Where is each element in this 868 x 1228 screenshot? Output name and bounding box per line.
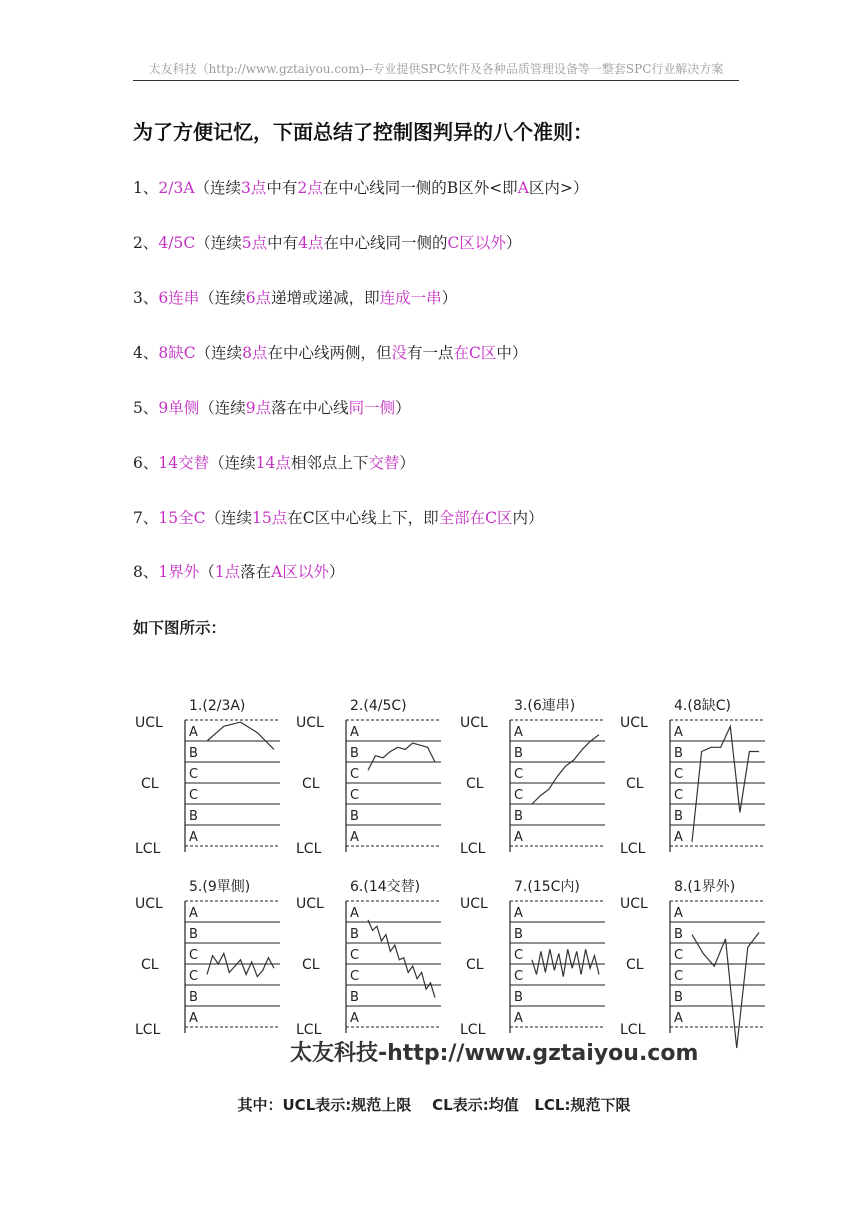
rule-7 [133,506,543,528]
zone-label: A [514,906,523,921]
zone-label: A [189,1011,198,1026]
ucl-label: UCL [620,715,648,731]
cl-label: CL [141,776,159,792]
zone-label: C [189,969,199,984]
rule-highlight: 4/5C [158,234,196,252]
zone-label: C [350,788,360,803]
data-series-line [692,933,759,1049]
lcl-label: LCL [620,1022,646,1038]
zone-label: C [514,969,524,984]
rule-highlight: 交替 [368,454,400,472]
cl-label: CL [466,957,484,973]
lcl-label: LCL [296,841,322,857]
zone-label: B [674,990,683,1005]
zone-label: C [674,788,684,803]
rule-text: 3、 [133,289,159,307]
rule-6 [133,451,415,473]
rule-text: （连续 [199,399,246,417]
zone-label: B [350,809,359,824]
rule-highlight: 15全C [158,509,206,527]
zone-label: A [189,725,198,740]
rule-text: 在中心线同一侧的B区外<即 [322,179,518,197]
rule-3 [133,286,457,308]
rule-text: ） [505,234,522,252]
lcl-label: LCL [460,1022,486,1038]
rule-text: （连续 [195,234,242,252]
rule-text: 内） [512,509,544,527]
ucl-label: UCL [460,896,488,912]
rule-text: 在中心线两侧，但 [267,344,392,362]
panel-title: 6.(14交替) [350,879,421,895]
zone-label: B [674,809,683,824]
lcl-label: LCL [296,1022,322,1038]
ucl-label: UCL [620,896,648,912]
rule-highlight: C区以外 [447,234,506,252]
rule-text: 5、 [133,399,159,417]
rule-1 [133,176,588,198]
rule-text: ） [399,454,415,472]
zone-label: A [514,830,523,845]
zone-label: B [674,927,683,942]
zone-label: A [350,725,359,740]
rule-text: ） [441,289,458,307]
watermark-text: 太友科技-http://www.gztaiyou.com [290,1041,699,1066]
zone-label: A [674,1011,683,1026]
ucl-label: UCL [135,715,163,731]
rule-highlight: 同一侧 [348,399,396,417]
rule-highlight: 在C区 [453,344,497,362]
zone-label: B [514,746,523,761]
rule-text: （ [199,563,215,581]
data-series-line [532,735,599,804]
header-divider [133,80,739,81]
lcl-label: LCL [135,1022,161,1038]
rule-5 [133,396,411,418]
zone-label: C [350,969,360,984]
lcl-label: LCL [620,841,646,857]
rule-text: 6、 [133,454,159,472]
rule-2 [133,231,521,253]
control-chart-svg [130,680,780,1070]
rule-text: 在中心线同一侧的 [323,234,448,252]
cl-label: CL [466,776,484,792]
ucl-label: UCL [460,715,488,731]
rule-highlight: 没 [391,344,408,362]
rule-text: 中有 [267,234,299,252]
rule-text: 中有 [266,179,298,197]
lcl-label: LCL [460,841,486,857]
rule-highlight: 9单侧 [158,399,200,417]
rule-highlight: 全部在C区 [438,509,513,527]
zone-label: A [350,1011,359,1026]
zone-label: C [350,767,360,782]
zone-label: A [350,830,359,845]
rule-text: 递增或递减，即 [271,289,380,307]
rule-text: 4、 [133,344,159,362]
zone-label: A [514,725,523,740]
zone-label: C [189,948,199,963]
cl-label: CL [302,957,320,973]
panel-title: 2.(4/5C) [350,698,407,714]
panel-title: 7.(15C内) [514,879,580,895]
panel-title: 5.(9單側) [189,879,251,895]
zone-label: C [674,948,684,963]
rule-text: 1、 [133,179,159,197]
rule-8 [133,560,344,582]
zone-label: A [189,830,198,845]
lcl-label: LCL [135,841,161,857]
zone-label: A [674,725,683,740]
rule-highlight: 2/3A [158,179,195,197]
data-series-line [368,920,435,998]
rule-highlight: 6连串 [158,289,200,307]
rule-text: （连续 [209,454,256,472]
zone-label: A [674,830,683,845]
rule-text: 2、 [133,234,159,252]
data-series-line [207,954,274,977]
zone-label: B [350,990,359,1005]
rule-highlight: 15点 [251,509,288,527]
zone-label: B [189,990,198,1005]
rule-text: 7、 [133,509,159,527]
rule-highlight: 8点 [242,344,268,362]
rule-4 [133,341,527,363]
rule-text: （连续 [194,179,242,197]
rule-text: 在C区中心线上下，即 [287,509,439,527]
rule-highlight: 6点 [245,289,272,307]
panel-title: 1.(2/3A) [189,698,246,714]
data-series-line [368,743,435,770]
zone-label: C [514,788,524,803]
cl-label: CL [302,776,320,792]
rule-text: 区内>） [528,179,589,197]
control-chart-figure [130,680,780,1070]
zone-label: B [189,746,198,761]
page-header: 太友科技（http://www.gztaiyou.com)--专业提供SPC软件及各种品质管理设备等一整套SPC行业解决方案 [148,62,724,76]
rule-highlight: 14交替 [158,454,210,472]
zone-label: B [674,746,683,761]
rule-text: 相邻点上下 [290,454,369,472]
intro-text: 如下图所示： [133,619,227,637]
rule-text: 落在中心线 [271,399,349,417]
ucl-label: UCL [296,896,324,912]
rule-highlight: 8缺C [158,344,196,362]
zone-label: C [189,767,199,782]
zone-label: B [189,927,198,942]
data-series-line [207,722,274,749]
rule-highlight: 连成一串 [379,289,442,307]
zone-label: A [514,1011,523,1026]
rule-highlight: 5点 [241,234,268,252]
zone-label: B [514,990,523,1005]
zone-label: B [514,927,523,942]
legend-text: 其中：UCL表示:规范上限 CL表示:均值 LCL:规范下限 [237,1096,631,1114]
zone-label: A [674,906,683,921]
rule-text: ） [395,399,411,417]
rule-highlight: 4点 [298,234,324,252]
zone-label: C [674,969,684,984]
zone-label: A [350,906,359,921]
zone-label: C [674,767,684,782]
rule-highlight: A区以外 [271,563,329,581]
zone-label: B [189,809,198,824]
rule-highlight: 1界外 [158,563,200,581]
page-title: 为了方便记忆，下面总结了控制图判异的八个准则： [133,120,593,144]
zone-label: B [350,746,359,761]
rule-text: 中） [496,344,528,362]
rule-text: ） [328,563,345,581]
data-series-line [532,949,599,976]
zone-label: A [189,906,198,921]
rule-text: （连续 [199,289,246,307]
rule-text: （连续 [195,344,243,362]
zone-label: B [514,809,523,824]
cl-label: CL [626,776,644,792]
data-series-line [692,726,759,842]
cl-label: CL [626,957,644,973]
panel-title: 4.(8缺C) [674,698,731,714]
rule-highlight: 14点 [255,454,291,472]
panel-title: 8.(1界外) [674,879,736,895]
zone-label: C [350,948,360,963]
rule-text: 有一点 [407,344,454,362]
rule-text: （连续 [205,509,252,527]
rule-highlight: A [517,179,529,197]
ucl-label: UCL [296,715,324,731]
zone-label: B [350,927,359,942]
zone-label: C [189,788,199,803]
rule-text: 8、 [133,563,159,581]
ucl-label: UCL [135,896,163,912]
zone-label: C [514,948,524,963]
panel-title: 3.(6連串) [514,698,576,714]
rule-highlight: 1点 [214,563,241,581]
rule-highlight: 2点 [297,179,323,197]
zone-label: C [514,767,524,782]
rule-text: 落在 [240,563,272,581]
cl-label: CL [141,957,159,973]
rule-highlight: 3点 [241,179,267,197]
rule-highlight: 9点 [245,399,272,417]
